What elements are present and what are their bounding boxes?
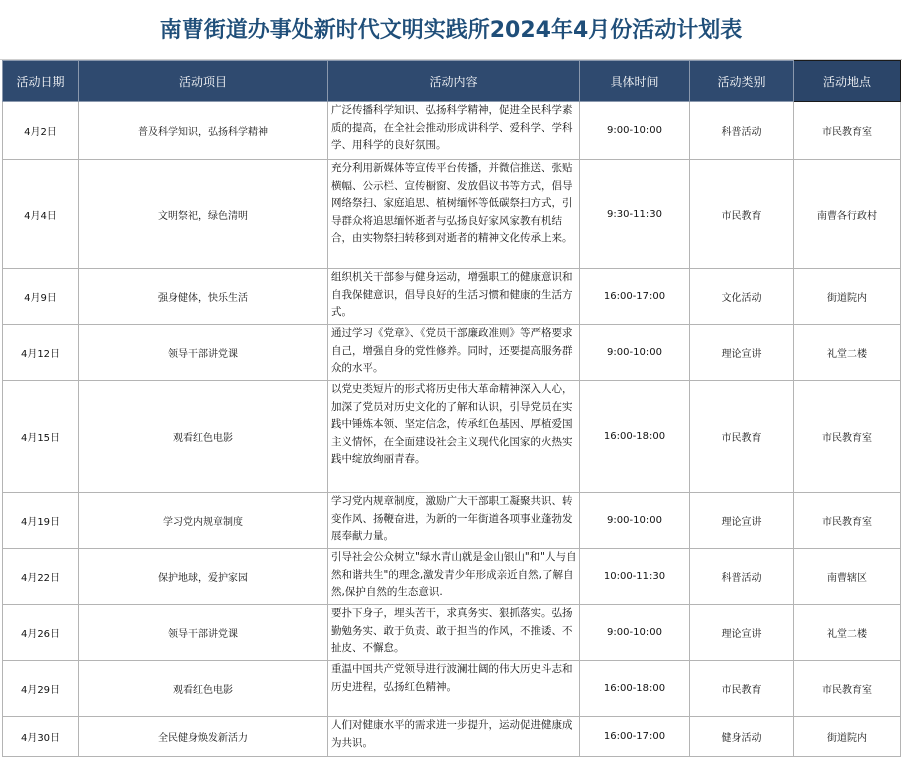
header-project: 活动项目	[79, 61, 328, 102]
cell-content: 广泛传播科学知识、弘扬科学精神，促进全民科学素质的提高，在全社会推动形成讲科学、爱科学、学科学、用科学的良好氛围。	[328, 102, 580, 160]
cell-date: 4月15日	[3, 381, 79, 493]
cell-location: 南曹辖区	[794, 549, 901, 605]
header-row	[3, 61, 901, 102]
cell-time: 9:00-10:00	[580, 605, 690, 661]
cell-project: 强身健体，快乐生活	[79, 269, 328, 325]
cell-location: 市民教育室	[794, 381, 901, 493]
cell-location: 礼堂二楼	[794, 325, 901, 381]
cell-date: 4月26日	[3, 605, 79, 661]
cell-category: 科普活动	[690, 102, 794, 160]
table-row	[3, 269, 901, 325]
table-row	[3, 325, 901, 381]
cell-date: 4月2日	[3, 102, 79, 160]
cell-project: 领导干部讲党课	[79, 605, 328, 661]
table-row	[3, 381, 901, 493]
activity-table	[2, 60, 901, 757]
cell-project: 保护地球，爱护家园	[79, 549, 328, 605]
cell-content: 学习党内规章制度，激励广大干部职工凝聚共识、转变作风、扬鞭奋进，为新的一年街道各项事业蓬勃发展奉献力量。	[328, 493, 580, 549]
cell-content: 通过学习《党章》、《党员干部廉政准则》等严格要求自己，增强自身的党性修养。同时，还要提高服务群众的水平。	[328, 325, 580, 381]
cell-date: 4月4日	[3, 160, 79, 269]
header-time: 具体时间	[580, 61, 690, 102]
cell-time: 16:00-18:00	[580, 661, 690, 717]
cell-date: 4月22日	[3, 549, 79, 605]
cell-date: 4月29日	[3, 661, 79, 717]
table-row	[3, 605, 901, 661]
cell-content: 重温中国共产党领导进行波澜壮阔的伟大历史斗志和历史进程，弘扬红色精神。	[328, 661, 580, 717]
page-title: 南曹街道办事处新时代文明实践所2024年4月份活动计划表	[0, 0, 902, 60]
cell-location: 南曹各行政村	[794, 160, 901, 269]
table-row	[3, 549, 901, 605]
header-date: 活动日期	[3, 61, 79, 102]
cell-time: 16:00-18:00	[580, 381, 690, 493]
cell-category: 文化活动	[690, 269, 794, 325]
cell-location: 市民教育室	[794, 493, 901, 549]
cell-project: 观看红色电影	[79, 381, 328, 493]
cell-time: 10:00-11:30	[580, 549, 690, 605]
table-row	[3, 493, 901, 549]
cell-time: 16:00-17:00	[580, 717, 690, 757]
cell-project: 全民健身焕发新活力	[79, 717, 328, 757]
cell-date: 4月19日	[3, 493, 79, 549]
cell-location: 街道院内	[794, 717, 901, 757]
cell-location: 街道院内	[794, 269, 901, 325]
cell-category: 理论宣讲	[690, 605, 794, 661]
cell-location: 礼堂二楼	[794, 605, 901, 661]
cell-project: 领导干部讲党课	[79, 325, 328, 381]
cell-content: 人们对健康水平的需求进一步提升，运动促进健康成为共识。	[328, 717, 580, 757]
cell-category: 健身活动	[690, 717, 794, 757]
cell-time: 9:00-10:00	[580, 493, 690, 549]
header-location: 活动地点	[794, 61, 901, 102]
cell-content: 充分利用新媒体等宣传平台传播，并微信推送、张贴横幅、公示栏、宣传橱窗、发放倡议书等方式，倡导网络祭扫、家庭追思、植树缅怀等低碳祭扫方式，引导群众将追思缅怀逝者与弘扬良好家风家教有机结合，由实物祭扫转移到对逝者的精神文化传承上来。	[328, 160, 580, 269]
cell-category: 市民教育	[690, 661, 794, 717]
header-content: 活动内容	[328, 61, 580, 102]
cell-category: 市民教育	[690, 381, 794, 493]
cell-category: 理论宣讲	[690, 325, 794, 381]
cell-time: 9:00-10:00	[580, 102, 690, 160]
cell-project: 学习党内规章制度	[79, 493, 328, 549]
table-row	[3, 160, 901, 269]
cell-category: 理论宣讲	[690, 493, 794, 549]
cell-time: 16:00-17:00	[580, 269, 690, 325]
cell-date: 4月30日	[3, 717, 79, 757]
table-row	[3, 102, 901, 160]
cell-project: 普及科学知识，弘扬科学精神	[79, 102, 328, 160]
cell-project: 文明祭祀，绿色清明	[79, 160, 328, 269]
cell-category: 市民教育	[690, 160, 794, 269]
cell-date: 4月12日	[3, 325, 79, 381]
cell-location: 市民教育室	[794, 102, 901, 160]
cell-content: 要扑下身子，埋头苦干，求真务实、狠抓落实。弘扬勤勉务实、敢于负责、敢于担当的作风，不推诿、不扯皮、不懈怠。	[328, 605, 580, 661]
header-category: 活动类别	[690, 61, 794, 102]
cell-project: 观看红色电影	[79, 661, 328, 717]
table-row	[3, 717, 901, 757]
cell-content: 组织机关干部参与健身运动，增强职工的健康意识和自我保健意识，倡导良好的生活习惯和健康的生活方式。	[328, 269, 580, 325]
table-row	[3, 661, 901, 717]
cell-date: 4月9日	[3, 269, 79, 325]
cell-location: 市民教育室	[794, 661, 901, 717]
cell-category: 科普活动	[690, 549, 794, 605]
cell-content: 以党史类短片的形式将历史伟大革命精神深入人心，加深了党员对历史文化的了解和认识，引导党员在实践中锤炼本领、坚定信念，传承红色基因、厚植爱国主义情怀，在全面建设社会主义现代化国家的火热实践中绽放绚丽青春。	[328, 381, 580, 493]
cell-content: 引导社会公众树立"绿水青山就是金山银山"和"人与自然和谐共生"的理念,激发青少年形成亲近自然,了解自然,保护自然的生态意识.	[328, 549, 580, 605]
cell-time: 9:00-10:00	[580, 325, 690, 381]
cell-time: 9:30-11:30	[580, 160, 690, 269]
